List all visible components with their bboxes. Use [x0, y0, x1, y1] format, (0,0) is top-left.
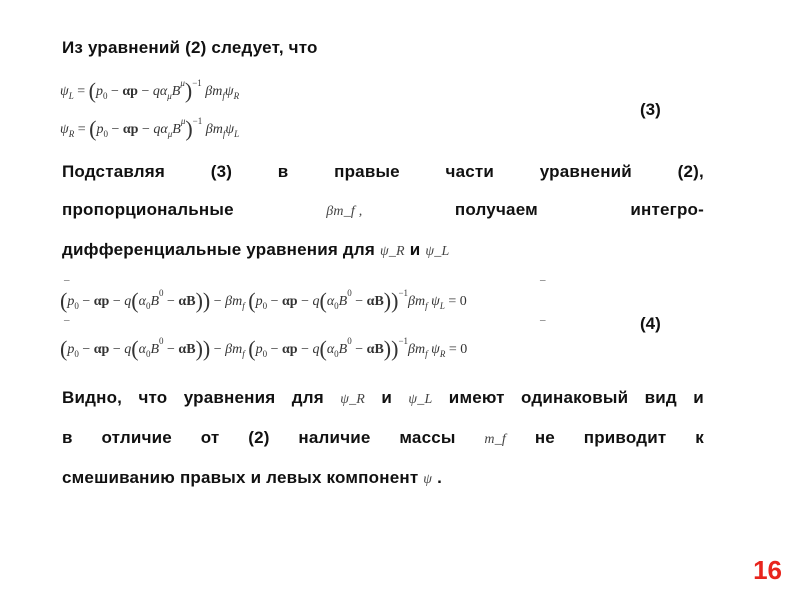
word: (2), — [677, 162, 704, 181]
word: не — [534, 428, 555, 447]
formula-beta-m-f: βm_f , — [326, 204, 363, 219]
word: получаем — [454, 200, 538, 219]
equation-3-line-2: $\psi_R = (p_0 - \alpha p - q\alpha_\mu B^\mu)^{-1}$ $\beta m_f\psi_L$ — [60, 116, 240, 141]
heading-text: Из уравнений (2) следует, что — [62, 38, 318, 57]
formula-psi-l: ψ_L — [425, 244, 450, 259]
paragraph-2-line-3 — [62, 468, 442, 488]
equation-3-line-1: $\psi_L = (p_0 - \alpha p - q\alpha_\mu B^\mu)^{-1}$ $\beta m_f\psi_R$ — [60, 78, 240, 103]
word: вид — [644, 388, 677, 407]
equation-4-line-2: $(p_0 - \alpha p - q(\alpha_0B^0 - \alpha B)) - \beta m_f$ $(p_0 - \alpha p - q(\alpha_0B^0 - \alpha B))^{-1}\beta m_f$ $\psi_R = 0$ — [60, 336, 468, 361]
paragraph-2-line-2 — [62, 428, 704, 448]
word: пропорциональные — [62, 200, 234, 219]
word: отличие — [101, 428, 172, 447]
word: имеют — [448, 388, 505, 407]
paragraph-2-line-1 — [62, 388, 704, 408]
text: дифференциальные уравнения для — [62, 240, 376, 259]
equation-4-number: (4) — [640, 314, 661, 333]
word: части — [445, 162, 495, 181]
bar-mark: – — [540, 274, 546, 286]
equation-3-number: (3) — [640, 100, 661, 119]
word: для — [291, 388, 324, 407]
equation-4-line-1: $(p_0 - \alpha p - q(\alpha_0B^0 - \alpha B)) - \beta m_f$ $(p_0 - \alpha p - q(\alpha_0B^0 - \alpha B))^{-1}\beta m_f$ $\psi_L = 0$ — [60, 288, 467, 313]
bar-mark: – — [64, 314, 70, 326]
bar-mark: – — [64, 274, 70, 286]
word: в — [277, 162, 289, 181]
bar-mark: – — [540, 314, 546, 326]
word: уравнения — [183, 388, 276, 407]
page-number: 16 — [753, 555, 782, 585]
word: от — [200, 428, 220, 447]
word: Подставляя — [62, 162, 166, 181]
word: в — [62, 428, 73, 447]
formula-psi: ψ — [423, 472, 433, 487]
text: смешиванию правых и левых компонент — [62, 468, 419, 487]
word: уравнений — [539, 162, 632, 181]
paragraph-1-line-2 — [62, 200, 704, 220]
formula-m-f: m_f — [484, 432, 507, 447]
word: к — [695, 428, 704, 447]
word: Видно, — [62, 388, 123, 407]
word: и — [693, 388, 704, 407]
text: . — [437, 468, 443, 487]
word: массы — [399, 428, 456, 447]
word: (2) — [248, 428, 270, 447]
word: одинаковый — [521, 388, 629, 407]
word: что — [138, 388, 168, 407]
formula-psi-r: ψ_R — [379, 244, 405, 259]
word: приводит — [583, 428, 667, 447]
paragraph-1-line-1 — [62, 162, 704, 182]
word: наличие — [298, 428, 371, 447]
formula-psi-l: ψ_L — [408, 392, 433, 407]
formula-psi-r: ψ_R — [340, 392, 366, 407]
text: и — [409, 240, 421, 259]
word: интегро- — [630, 200, 704, 219]
paragraph-1-line-3 — [62, 240, 449, 260]
word: правые — [334, 162, 400, 181]
word: и — [381, 388, 393, 407]
word: (3) — [210, 162, 233, 181]
